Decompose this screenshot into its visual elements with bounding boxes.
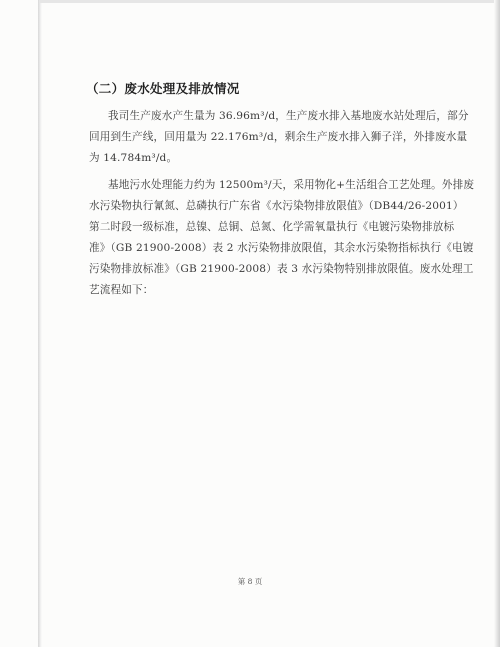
paragraph-1-line-3: 为 14.784m³/d。 bbox=[89, 152, 178, 164]
paragraph-2-line-2: 水污染物执行氰氮、总磷执行广东省《水污染物排放限值》（DB44/26-2001） bbox=[89, 200, 464, 212]
top-edge-shadow bbox=[40, 0, 500, 3]
paragraph-2-line-3: 第二时段一级标准，总镍、总铜、总氮、化学需氧量执行《电镀污染物排放标 bbox=[89, 221, 455, 233]
binding-edge-shadow bbox=[38, 0, 42, 647]
paragraph-2-line-4: 准》（GB 21900-2008）表 2 水污染物排放限值，其余水污染物指标执行《电镀 bbox=[89, 242, 474, 254]
paragraph-2-line-5: 污染物排放标准》（GB 21900-2008）表 3 水污染物特别排放限值。废水处理工 bbox=[89, 263, 474, 275]
paragraph-1-line-2: 回用到生产线，回用量为 22.176m³/d，剩余生产废水排入狮子洋，外排废水量 bbox=[89, 131, 468, 143]
right-edge-shadow bbox=[494, 0, 500, 647]
paragraph-2-line-6: 艺流程如下： bbox=[89, 284, 154, 296]
section-heading: （二）废水处理及排放情况 bbox=[86, 81, 240, 96]
paragraph-2-line-1: 基地污水处理能力约为 12500m³/天，采用物化+生活组合工艺处理。外排废 bbox=[108, 179, 475, 191]
paragraph-1-line-1: 我司生产废水产生量为 36.96m³/d，生产废水排入基地废水站处理后，部分 bbox=[108, 110, 469, 122]
page-number: 第 8 页 bbox=[237, 577, 263, 586]
